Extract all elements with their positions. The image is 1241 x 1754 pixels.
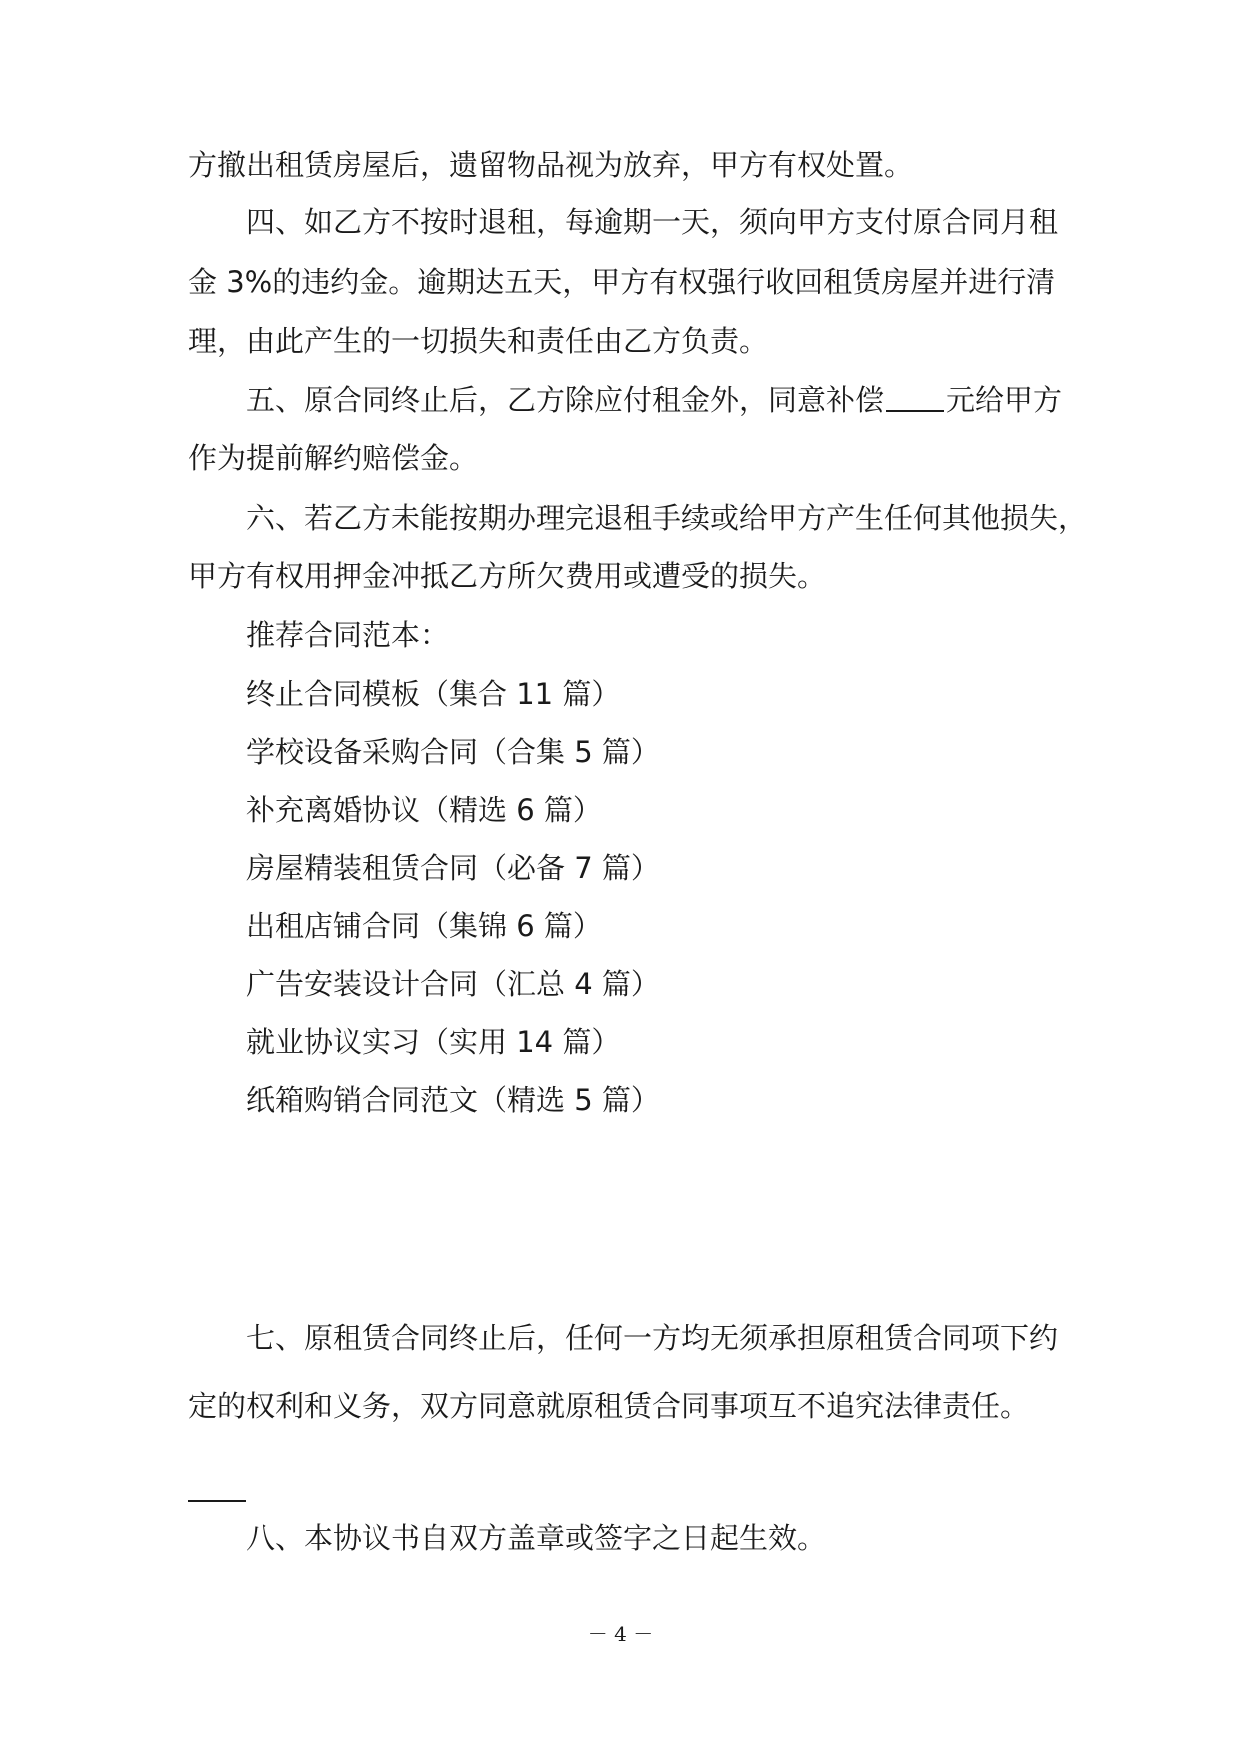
clause-5-text-after: 元给甲方: [946, 383, 1063, 417]
clause-6-line-1: 六、若乙方未能按期办理完退租手续或给甲方产生任何其他损失，: [246, 501, 1088, 535]
clause-6-line-2: 甲方有权用押金冲抵乙方所欠费用或遭受的损失。: [188, 559, 827, 593]
recommend-item[interactable]: 学校设备采购合同（合集 5 篇）: [246, 735, 660, 769]
paragraph-continuation: 方撤出租赁房屋后，遗留物品视为放弃，甲方有权处置。: [188, 148, 914, 182]
clause-4-line-1: 四、如乙方不按时退租，每逾期一天，须向甲方支付原合同月租: [246, 205, 1059, 239]
blank-underline: [886, 384, 944, 412]
recommend-item[interactable]: 补充离婚协议（精选 6 篇）: [246, 793, 602, 827]
recommend-item[interactable]: 纸箱购销合同范文（精选 5 篇）: [246, 1083, 660, 1117]
clause-4-line-2: 金 3%的违约金。逾期达五天，甲方有权强行收回租赁房屋并进行清: [188, 265, 1056, 299]
clause-5-text-before: 五、原合同终止后，乙方除应付租金外，同意补偿: [246, 383, 885, 417]
clause-5-line-2: 作为提前解约赔偿金。: [188, 441, 479, 475]
recommend-item[interactable]: 出租店铺合同（集锦 6 篇）: [246, 909, 602, 943]
recommend-item[interactable]: 终止合同模板（集合 11 篇）: [246, 677, 621, 711]
page-number: － 4 －: [587, 1622, 654, 1646]
clause-4-line-3: 理，由此产生的一切损失和责任由乙方负责。: [188, 324, 769, 358]
recommend-item[interactable]: 房屋精装租赁合同（必备 7 篇）: [246, 851, 660, 885]
clause-7-line-2: 定的权利和义务，双方同意就原租赁合同事项互不追究法律责任。: [188, 1389, 1030, 1423]
recommend-item[interactable]: 就业协议实习（实用 14 篇）: [246, 1025, 621, 1059]
separator-dash: [188, 1500, 246, 1502]
clause-7-line-1: 七、原租赁合同终止后，任何一方均无须承担原租赁合同项下约: [246, 1321, 1059, 1355]
recommend-heading: 推荐合同范本：: [246, 618, 450, 652]
recommend-item[interactable]: 广告安装设计合同（汇总 4 篇）: [246, 967, 660, 1001]
clause-8: 八、本协议书自双方盖章或签字之日起生效。: [246, 1521, 827, 1555]
clause-5-line-1: [246, 380, 1062, 420]
